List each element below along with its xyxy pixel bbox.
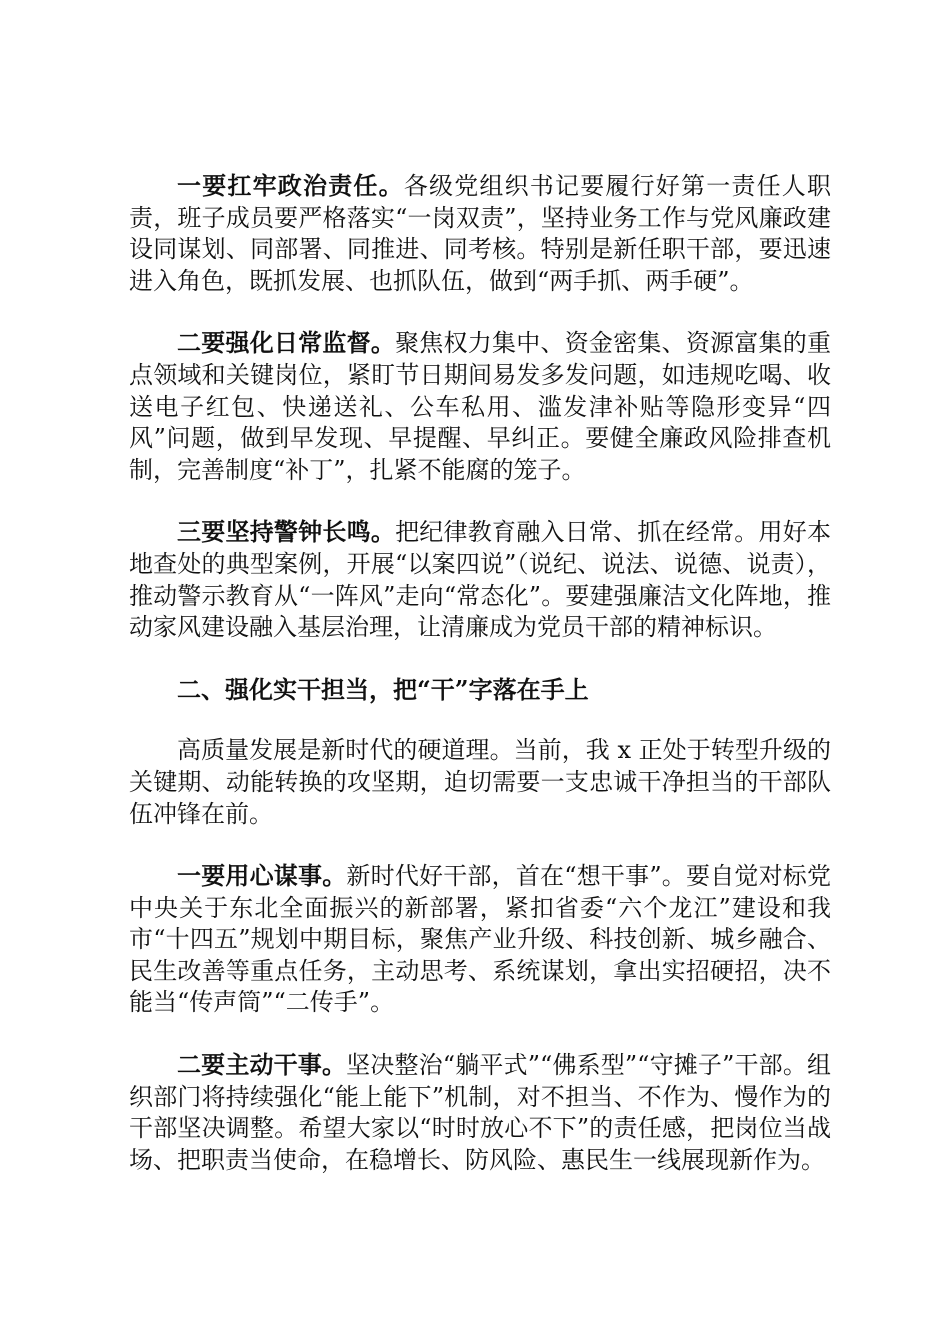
paragraph-text: 聚焦权力集中、资金密集、资源富集的重点领域和关键岗位，紧盯节日期间易发多发问题，如违规吃喝、收送电子红包、快递送礼、公车私用、滥发津补贴等隐形变异“四风”问题，做到早发现、早提醒、早纠正。要健全廉政风险排查机制，完善制度“补丁”，扎紧不能腐的笼子。	[129, 329, 831, 484]
document-body	[129, 170, 831, 1206]
paragraph-lead: 二要强化日常监督。	[177, 328, 396, 358]
paragraph-political-responsibility	[129, 170, 831, 297]
paragraph-text: 坚决整治“躺平式”“佛系型”“守摊子”干部。组织部门将持续强化“能上能下”机制，对不担当、不作为、慢作为的干部坚决调整。希望大家以“时时放心不下”的责任感，把岗位当战场、把职责当使命，在稳增长、防风险、惠民生一线展现新作为。	[129, 1051, 831, 1174]
paragraph-lead: 一要扛牢政治责任。	[177, 171, 404, 200]
section-heading: 二、强化实干担当，把“干”字落在手上	[177, 674, 589, 704]
paragraph-take-initiative	[129, 1049, 831, 1176]
paragraph-plan-with-heart	[129, 860, 831, 1019]
paragraph-text: 把纪律教育融入日常、抓在经常。用好本地查处的典型案例，开展“以案四说”（说纪、说法、说德、说责），推动警示教育从“一阵风”走向“常态化”。要建强廉洁文化阵地，推动家风建设融入基层治理，让清廉成为党员干部的精神标识。	[129, 518, 831, 642]
paragraph-text: 新时代好干部，首在“想干事”。要自觉对标党中央关于东北全面振兴的新部署，紧扣省委“六个龙江”建设和我市“十四五”规划中期目标，聚焦产业升级、科技创新、城乡融合、民生改善等重点任务，主动思考、系统谋划，拿出实招硬招，决不能当“传声筒”“二传手”。	[129, 862, 831, 1017]
paragraph-daily-supervision	[129, 327, 831, 486]
paragraph-text: 高质量发展是新时代的硬道理。当前，我 x 正处于转型升级的关键期、动能转换的攻坚期，迫切需要一支忠诚干净担当的干部队伍冲锋在前。	[129, 736, 831, 828]
paragraph-text: 各级党组织书记要履行好第一责任人职责，班子成员要严格落实“一岗双责”，坚持业务工作与党风廉政建设同谋划、同部署、同推进、同考核。特别是新任职干部，要迅速进入角色，既抓发展、也抓队伍，做到“两手抓、两手硬”。	[129, 172, 832, 295]
paragraph-lead: 三要坚持警钟长鸣。	[177, 517, 396, 547]
paragraph-lead: 二要主动干事。	[177, 1050, 347, 1080]
paragraph-lead: 一要用心谋事。	[177, 861, 347, 891]
paragraph-high-quality-development	[129, 735, 831, 830]
paragraph-warning-bell	[129, 516, 831, 643]
